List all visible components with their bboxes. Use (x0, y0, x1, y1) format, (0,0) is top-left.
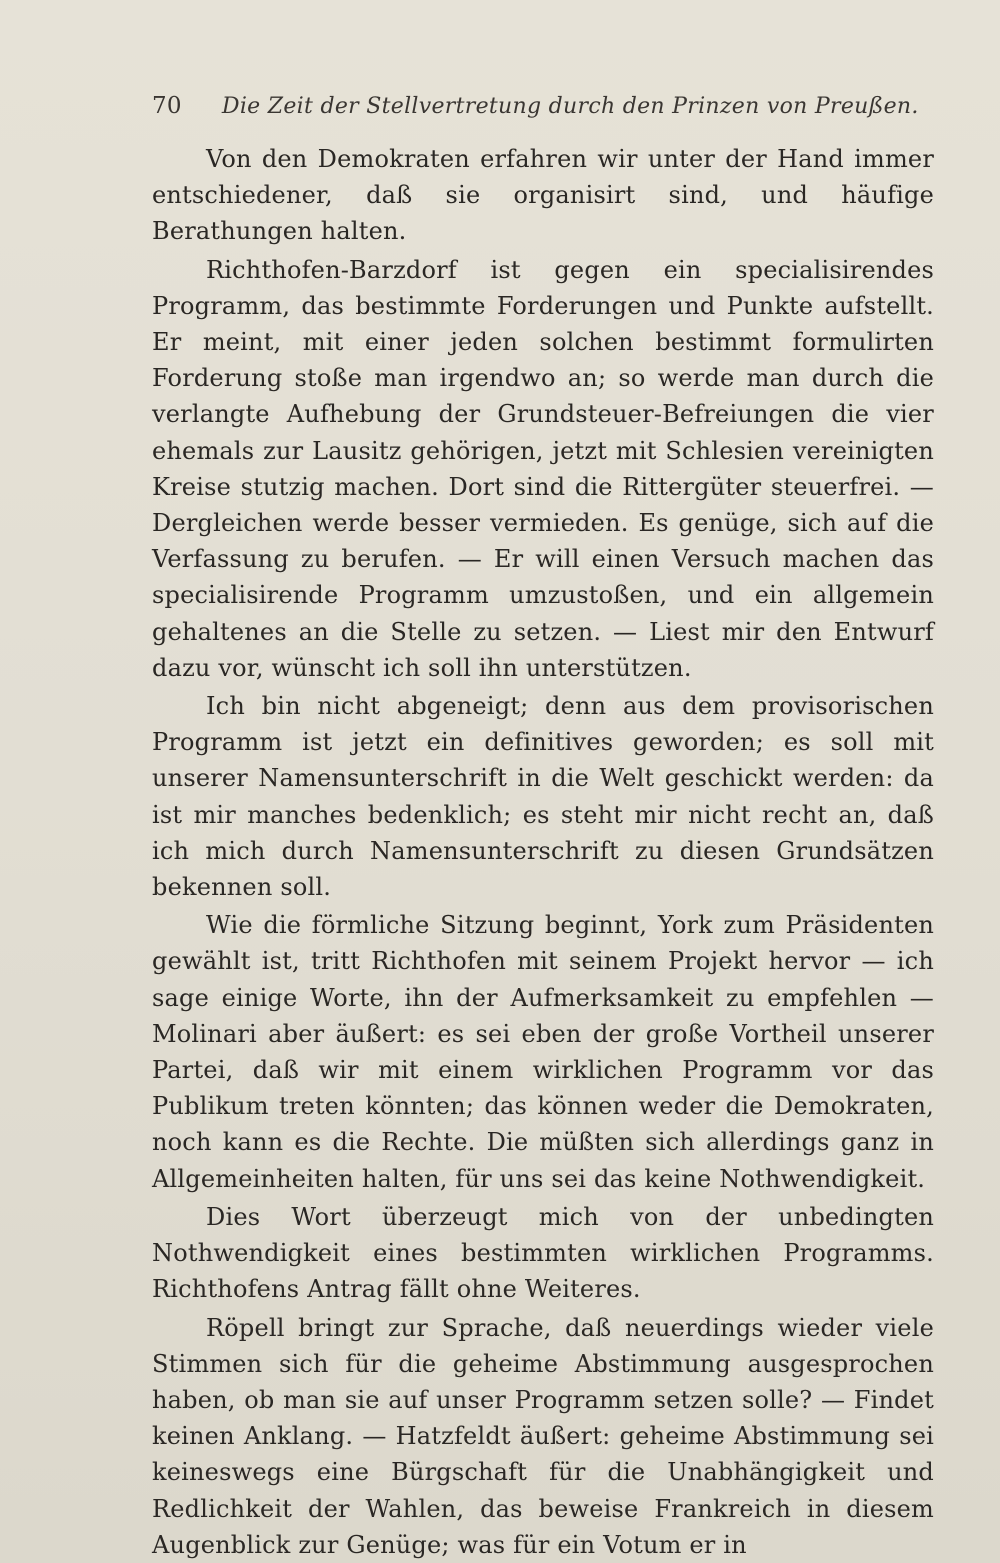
paragraph: Von den Demokraten erfahren wir unter der Hand immer entschiedener, daß sie organisirt sind, und häufige Berathungen halten. (152, 145, 934, 246)
page-number: 70 (152, 93, 182, 119)
paragraph: Dies Wort überzeugt mich von der unbedingten Nothwendigkeit eines bestimmten wirklichen Programms. Richthofens Antrag fällt ohne Weiteres. (152, 1202, 934, 1304)
paragraph: Röpell bringt zur Sprache, daß neuerdings wieder viele Stimmen sich für die geheime Abstimmung ausgesprochen haben, ob man sie auf unser Programm setzen solle? — Findet keinen Anklang. — Hatzfeldt äußert: geheime Abstimmung sei keineswegs eine Bürgschaft für die Unabhängigkeit und Redlichkeit der Wahlen, das beweise Frankreich in diesem Augenblick zur Genüge; was für ein Votum er in (152, 1313, 934, 1559)
paragraph: Ich bin nicht abgeneigt; denn aus dem provisorischen Programm ist jetzt ein definitives geworden; es soll mit unserer Namensunterschrift in die Welt geschickt werden: da ist mir manches bedenklich; es steht mir nicht recht an, daß ich mich durch Namensunterschrift zu diesen Grundsätzen bekennen soll. (152, 692, 934, 902)
paragraph: Wie die förmliche Sitzung beginnt, York zum Präsidenten gewählt ist, tritt Richthofen mit seinem Projekt hervor — ich sage einige Worte, ihn der Aufmerksamkeit zu empfehlen — Molinari aber äußert: es sei eben der große Vortheil unserer Partei, daß wir mit einem wirklichen Programm vor das Publikum treten könnten; das können weder die Demokraten, noch kann es die Rechte. Die müßten sich allerdings ganz in Allgemeinheiten halten, für uns sei das keine Nothwendigkeit. (152, 911, 934, 1193)
running-title: Die Zeit der Stellvertretung durch den Prinzen von Preußen. (221, 94, 919, 119)
page-header (152, 93, 934, 119)
body-text (152, 141, 934, 1563)
paragraph: Richthofen-Barzdorf ist gegen ein specialisirendes Programm, das bestimmte Forderungen und Punkte aufstellt. Er meint, mit einer jeden solchen bestimmt formulirten Forderung stoße man irgendwo an; so werde man durch die verlangte Aufhebung der Grundsteuer-Befreiungen die vier ehemals zur Lausitz gehörigen, jetzt mit Schlesien vereinigten Kreise stutzig machen. Dort sind die Rittergüter steuerfrei. — Dergleichen werde besser vermieden. Es genüge, sich auf die Verfassung zu berufen. — Er will einen Versuch machen das specialisirende Programm umzustoßen, und ein allgemein gehaltenes an die Stelle zu setzen. — Liest mir den Entwurf dazu vor, wünscht ich soll ihn unterstützen. (152, 255, 934, 682)
